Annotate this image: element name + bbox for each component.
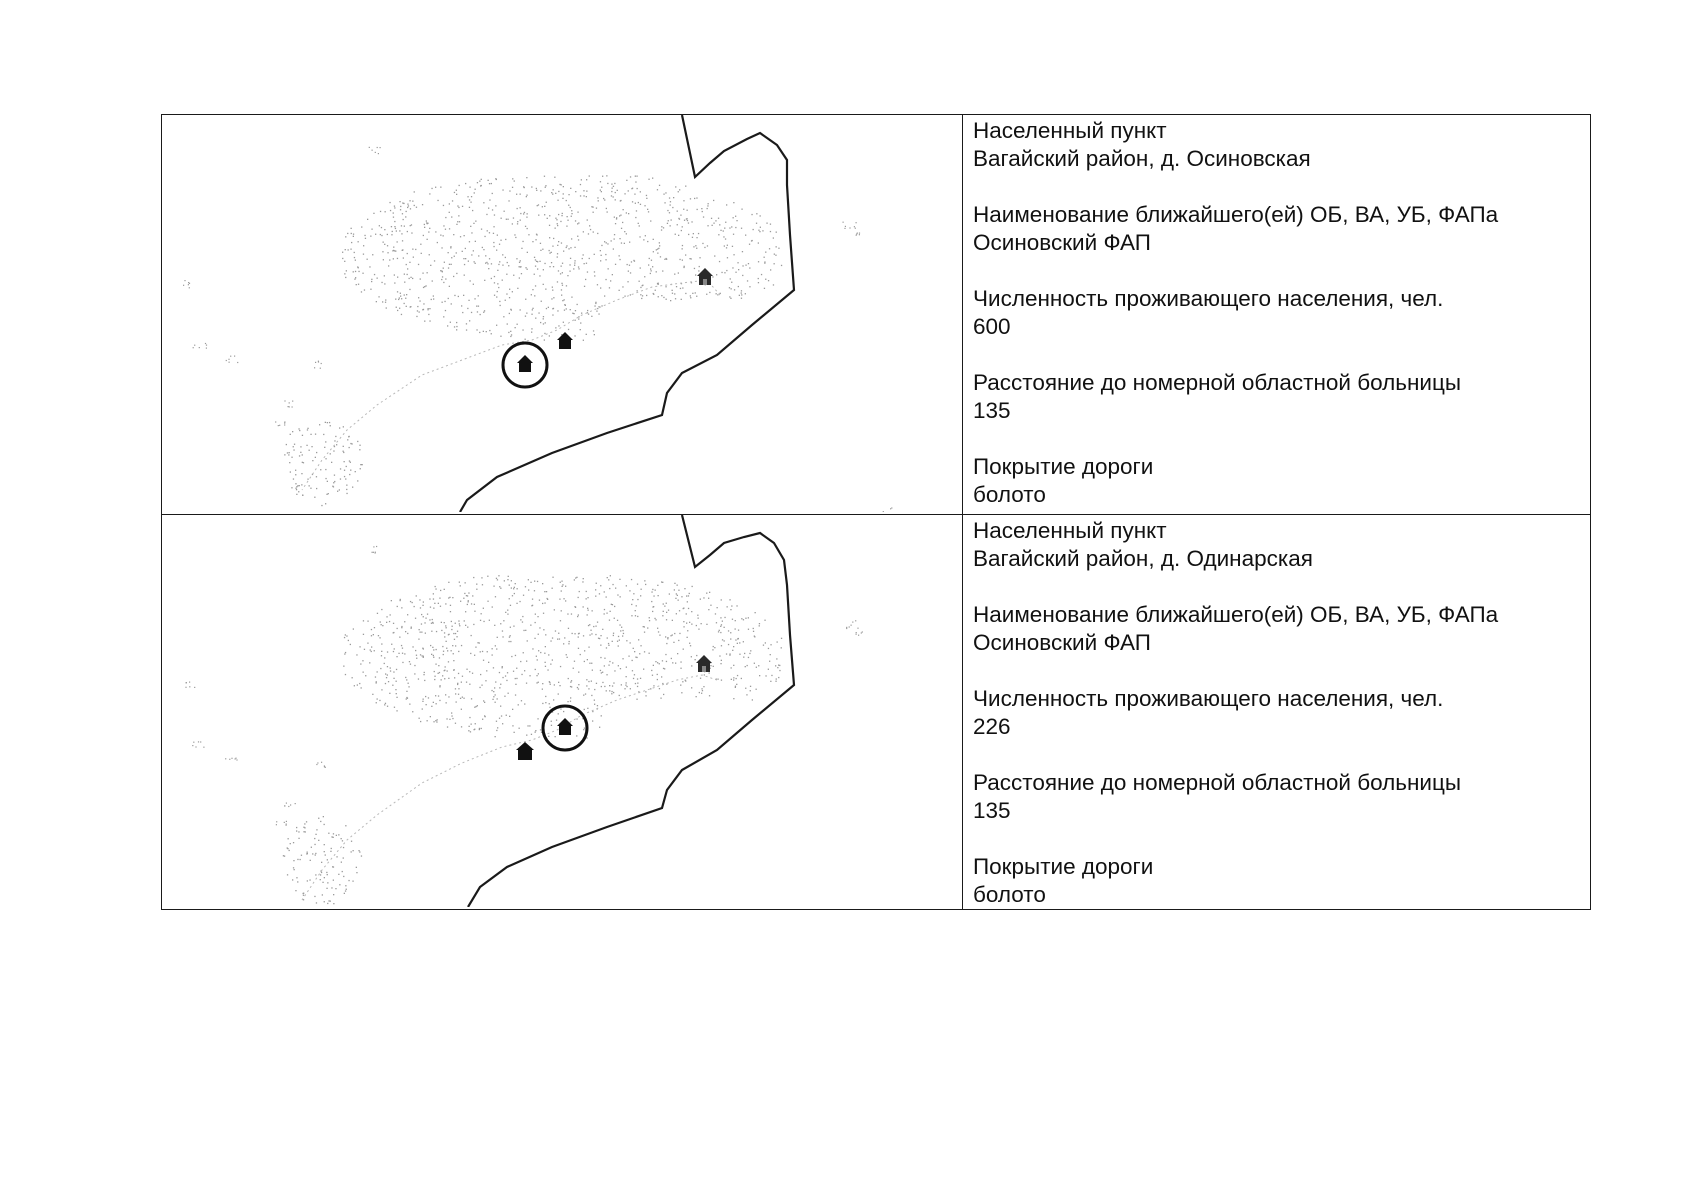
nearest-facility-field bbox=[973, 601, 1590, 657]
field-value: Осиновский ФАП bbox=[973, 230, 1151, 255]
field-label: Покрытие дороги bbox=[973, 454, 1154, 479]
field-label: Расстояние до номерной областной больницы bbox=[973, 770, 1462, 795]
field-label: Расстояние до номерной областной больницы bbox=[973, 370, 1462, 395]
population-field bbox=[973, 685, 1590, 741]
settlement-table bbox=[161, 114, 1591, 910]
field-value: 226 bbox=[973, 714, 1011, 739]
info-cell bbox=[963, 115, 1591, 515]
field-value: Осиновский ФАП bbox=[973, 630, 1151, 655]
house-icon bbox=[557, 332, 573, 349]
road-surface-field bbox=[973, 453, 1590, 509]
field-value: болото bbox=[973, 882, 1046, 907]
settlement-field bbox=[973, 517, 1590, 573]
info-cell bbox=[963, 515, 1591, 910]
field-label: Населенный пункт bbox=[973, 518, 1167, 543]
settlement-map bbox=[162, 515, 962, 907]
settlement-map bbox=[162, 115, 962, 512]
field-value: Вагайский район, д. Одинарская bbox=[973, 546, 1313, 571]
settlement-field bbox=[973, 117, 1590, 173]
nearest-facility-field bbox=[973, 201, 1590, 257]
road-surface-field bbox=[973, 853, 1590, 909]
distance-field bbox=[973, 769, 1590, 825]
field-label: Численность проживающего населения, чел. bbox=[973, 686, 1444, 711]
distance-field bbox=[973, 369, 1590, 425]
field-value: 135 bbox=[973, 798, 1011, 823]
field-label: Численность проживающего населения, чел. bbox=[973, 286, 1444, 311]
table-row bbox=[162, 115, 1591, 515]
table-row bbox=[162, 515, 1591, 910]
field-value: 600 bbox=[973, 314, 1011, 339]
district-boundary-line bbox=[468, 515, 794, 907]
field-value: болото bbox=[973, 482, 1046, 507]
road-line bbox=[302, 280, 720, 490]
house-icon-selected bbox=[543, 706, 587, 750]
house-icon bbox=[516, 742, 534, 760]
house-icon-selected bbox=[503, 343, 547, 387]
field-label: Населенный пункт bbox=[973, 118, 1167, 143]
field-value: 135 bbox=[973, 398, 1011, 423]
district-boundary-line bbox=[460, 115, 794, 512]
population-field bbox=[973, 285, 1590, 341]
field-label: Наименование ближайшего(ей) ОБ, ВА, УБ, ФАПа bbox=[973, 602, 1499, 627]
map-cell bbox=[162, 515, 963, 910]
field-label: Покрытие дороги bbox=[973, 854, 1154, 879]
field-value: Вагайский район, д. Осиновская bbox=[973, 146, 1311, 171]
house-icon bbox=[696, 655, 712, 672]
field-label: Наименование ближайшего(ей) ОБ, ВА, УБ, ФАПа bbox=[973, 202, 1499, 227]
map-cell bbox=[162, 115, 963, 515]
